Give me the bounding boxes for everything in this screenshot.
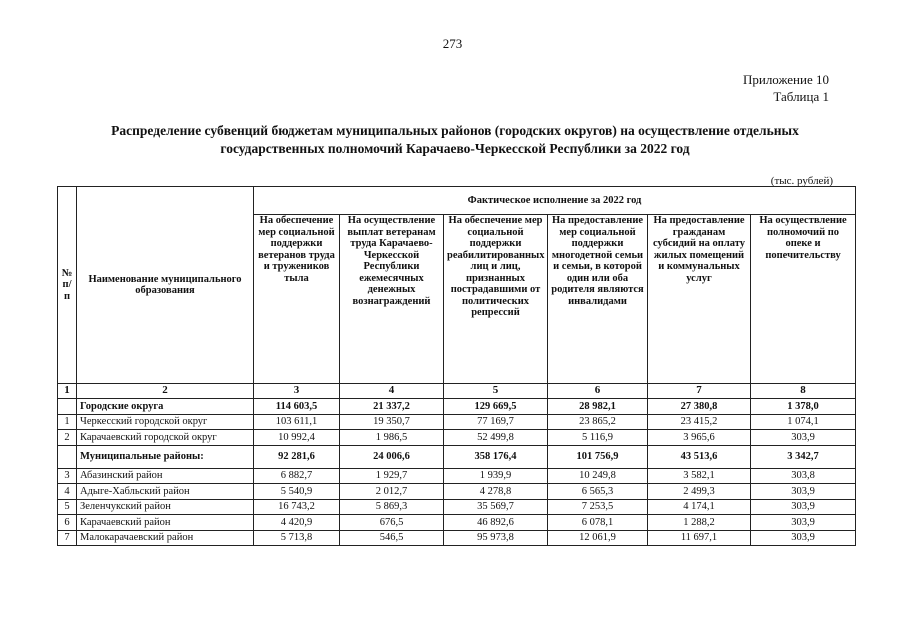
value-cell: 1 929,7: [340, 468, 444, 484]
value-cell: 12 061,9: [548, 530, 648, 546]
value-cell: 10 992,4: [254, 430, 340, 446]
row-number: 4: [58, 484, 77, 500]
value-cell: 103 611,1: [254, 414, 340, 430]
value-cell: 114 603,5: [254, 399, 340, 415]
units-note: (тыс. рублей): [770, 175, 833, 187]
value-cell: 92 281,6: [254, 445, 340, 468]
header-col-8: На осуществление полномочий по опеке и попечительству: [751, 215, 856, 384]
value-cell: 1 288,2: [648, 515, 751, 531]
table-body: [58, 399, 856, 546]
subventions-table: [57, 186, 856, 546]
row-number: 5: [58, 499, 77, 515]
value-cell: 5 540,9: [254, 484, 340, 500]
row-number: 3: [58, 468, 77, 484]
row-name: Карачаевский район: [77, 515, 254, 531]
column-number: 3: [254, 384, 340, 399]
table-row: [58, 414, 856, 430]
column-number: 5: [444, 384, 548, 399]
value-cell: 95 973,8: [444, 530, 548, 546]
header-col-7: На предоставление гражданам субсидий на оплату жилых помещений и коммунальных услуг: [648, 215, 751, 384]
row-name: Малокарачаевский район: [77, 530, 254, 546]
column-number: 8: [751, 384, 856, 399]
appendix-line: Приложение 10: [742, 72, 829, 87]
table-label: Таблица 1: [773, 89, 829, 104]
value-cell: 129 669,5: [444, 399, 548, 415]
value-cell: 303,9: [751, 484, 856, 500]
value-cell: 303,8: [751, 468, 856, 484]
value-cell: 1 986,5: [340, 430, 444, 446]
table-row: [58, 399, 856, 415]
value-cell: 16 743,2: [254, 499, 340, 515]
value-cell: 4 174,1: [648, 499, 751, 515]
title-line-1: Распределение субвенций бюджетам муниципальных районов (городских округов) на осуществление отдельных: [111, 123, 799, 138]
value-cell: 6 565,3: [548, 484, 648, 500]
value-cell: 303,9: [751, 499, 856, 515]
value-cell: 303,9: [751, 515, 856, 531]
header-col-4: На осуществление выплат ветеранам труда Карачаево-Черкесской Республики ежемесячных денежных вознаграждений: [340, 215, 444, 384]
row-name: Муниципальные районы:: [77, 445, 254, 468]
value-cell: 24 006,6: [340, 445, 444, 468]
column-number: 4: [340, 384, 444, 399]
value-cell: 10 249,8: [548, 468, 648, 484]
header-name: Наименование муниципального образования: [77, 187, 254, 384]
header-no: № п/п: [58, 187, 77, 384]
row-name: Адыге-Хабльский район: [77, 484, 254, 500]
header-col-6: На предоставление мер социальной поддержки многодетной семьи и семьи, в которой один или оба родителя являются инвалидами: [548, 215, 648, 384]
row-number: [58, 445, 77, 468]
value-cell: 4 278,8: [444, 484, 548, 500]
value-cell: 4 420,9: [254, 515, 340, 531]
row-name: Городские округа: [77, 399, 254, 415]
value-cell: 6 078,1: [548, 515, 648, 531]
value-cell: 52 499,8: [444, 430, 548, 446]
column-number: 2: [77, 384, 254, 399]
header-group: Фактическое исполнение за 2022 год: [254, 187, 856, 215]
value-cell: 5 869,3: [340, 499, 444, 515]
value-cell: 6 882,7: [254, 468, 340, 484]
value-cell: 23 865,2: [548, 414, 648, 430]
value-cell: 1 939,9: [444, 468, 548, 484]
value-cell: 2 499,3: [648, 484, 751, 500]
value-cell: 21 337,2: [340, 399, 444, 415]
page-number: 273: [442, 36, 463, 51]
document-title: [40, 122, 870, 158]
header-col-5: На обеспечение мер социальной поддержки реабилитированных лиц и лиц, признанных пострадавшими от политических репрессий: [444, 215, 548, 384]
row-number: 6: [58, 515, 77, 531]
value-cell: 676,5: [340, 515, 444, 531]
appendix-label: [743, 71, 829, 105]
title-line-2: государственных полномочий Карачаево-Черкесской Республики за 2022 год: [220, 141, 690, 156]
row-name: Черкесский городской округ: [77, 414, 254, 430]
value-cell: 546,5: [340, 530, 444, 546]
value-cell: 1 378,0: [751, 399, 856, 415]
table-row: [58, 484, 856, 500]
row-number: 7: [58, 530, 77, 546]
value-cell: 3 965,6: [648, 430, 751, 446]
column-number: 1: [58, 384, 77, 399]
value-cell: 2 012,7: [340, 484, 444, 500]
value-cell: 101 756,9: [548, 445, 648, 468]
value-cell: 23 415,2: [648, 414, 751, 430]
value-cell: 43 513,6: [648, 445, 751, 468]
value-cell: 358 176,4: [444, 445, 548, 468]
value-cell: 7 253,5: [548, 499, 648, 515]
row-number: [58, 399, 77, 415]
value-cell: 46 892,6: [444, 515, 548, 531]
value-cell: 27 380,8: [648, 399, 751, 415]
row-number: 2: [58, 430, 77, 446]
row-name: Зеленчукский район: [77, 499, 254, 515]
value-cell: 5 713,8: [254, 530, 340, 546]
value-cell: 5 116,9: [548, 430, 648, 446]
value-cell: 11 697,1: [648, 530, 751, 546]
value-cell: 3 582,1: [648, 468, 751, 484]
table-row: [58, 530, 856, 546]
value-cell: 35 569,7: [444, 499, 548, 515]
table-row: [58, 468, 856, 484]
value-cell: 3 342,7: [751, 445, 856, 468]
row-number: 1: [58, 414, 77, 430]
value-cell: 303,9: [751, 530, 856, 546]
column-number: 6: [548, 384, 648, 399]
table-row: [58, 430, 856, 446]
value-cell: 1 074,1: [751, 414, 856, 430]
table-row: [58, 515, 856, 531]
value-cell: 19 350,7: [340, 414, 444, 430]
header-col-3: На обеспечение мер социальной поддержки ветеранов труда и тружеников тыла: [254, 215, 340, 384]
table-row: [58, 445, 856, 468]
value-cell: 28 982,1: [548, 399, 648, 415]
column-number: 7: [648, 384, 751, 399]
table-row: [58, 499, 856, 515]
value-cell: 303,9: [751, 430, 856, 446]
row-name: Абазинский район: [77, 468, 254, 484]
value-cell: 77 169,7: [444, 414, 548, 430]
row-name: Карачаевский городской округ: [77, 430, 254, 446]
